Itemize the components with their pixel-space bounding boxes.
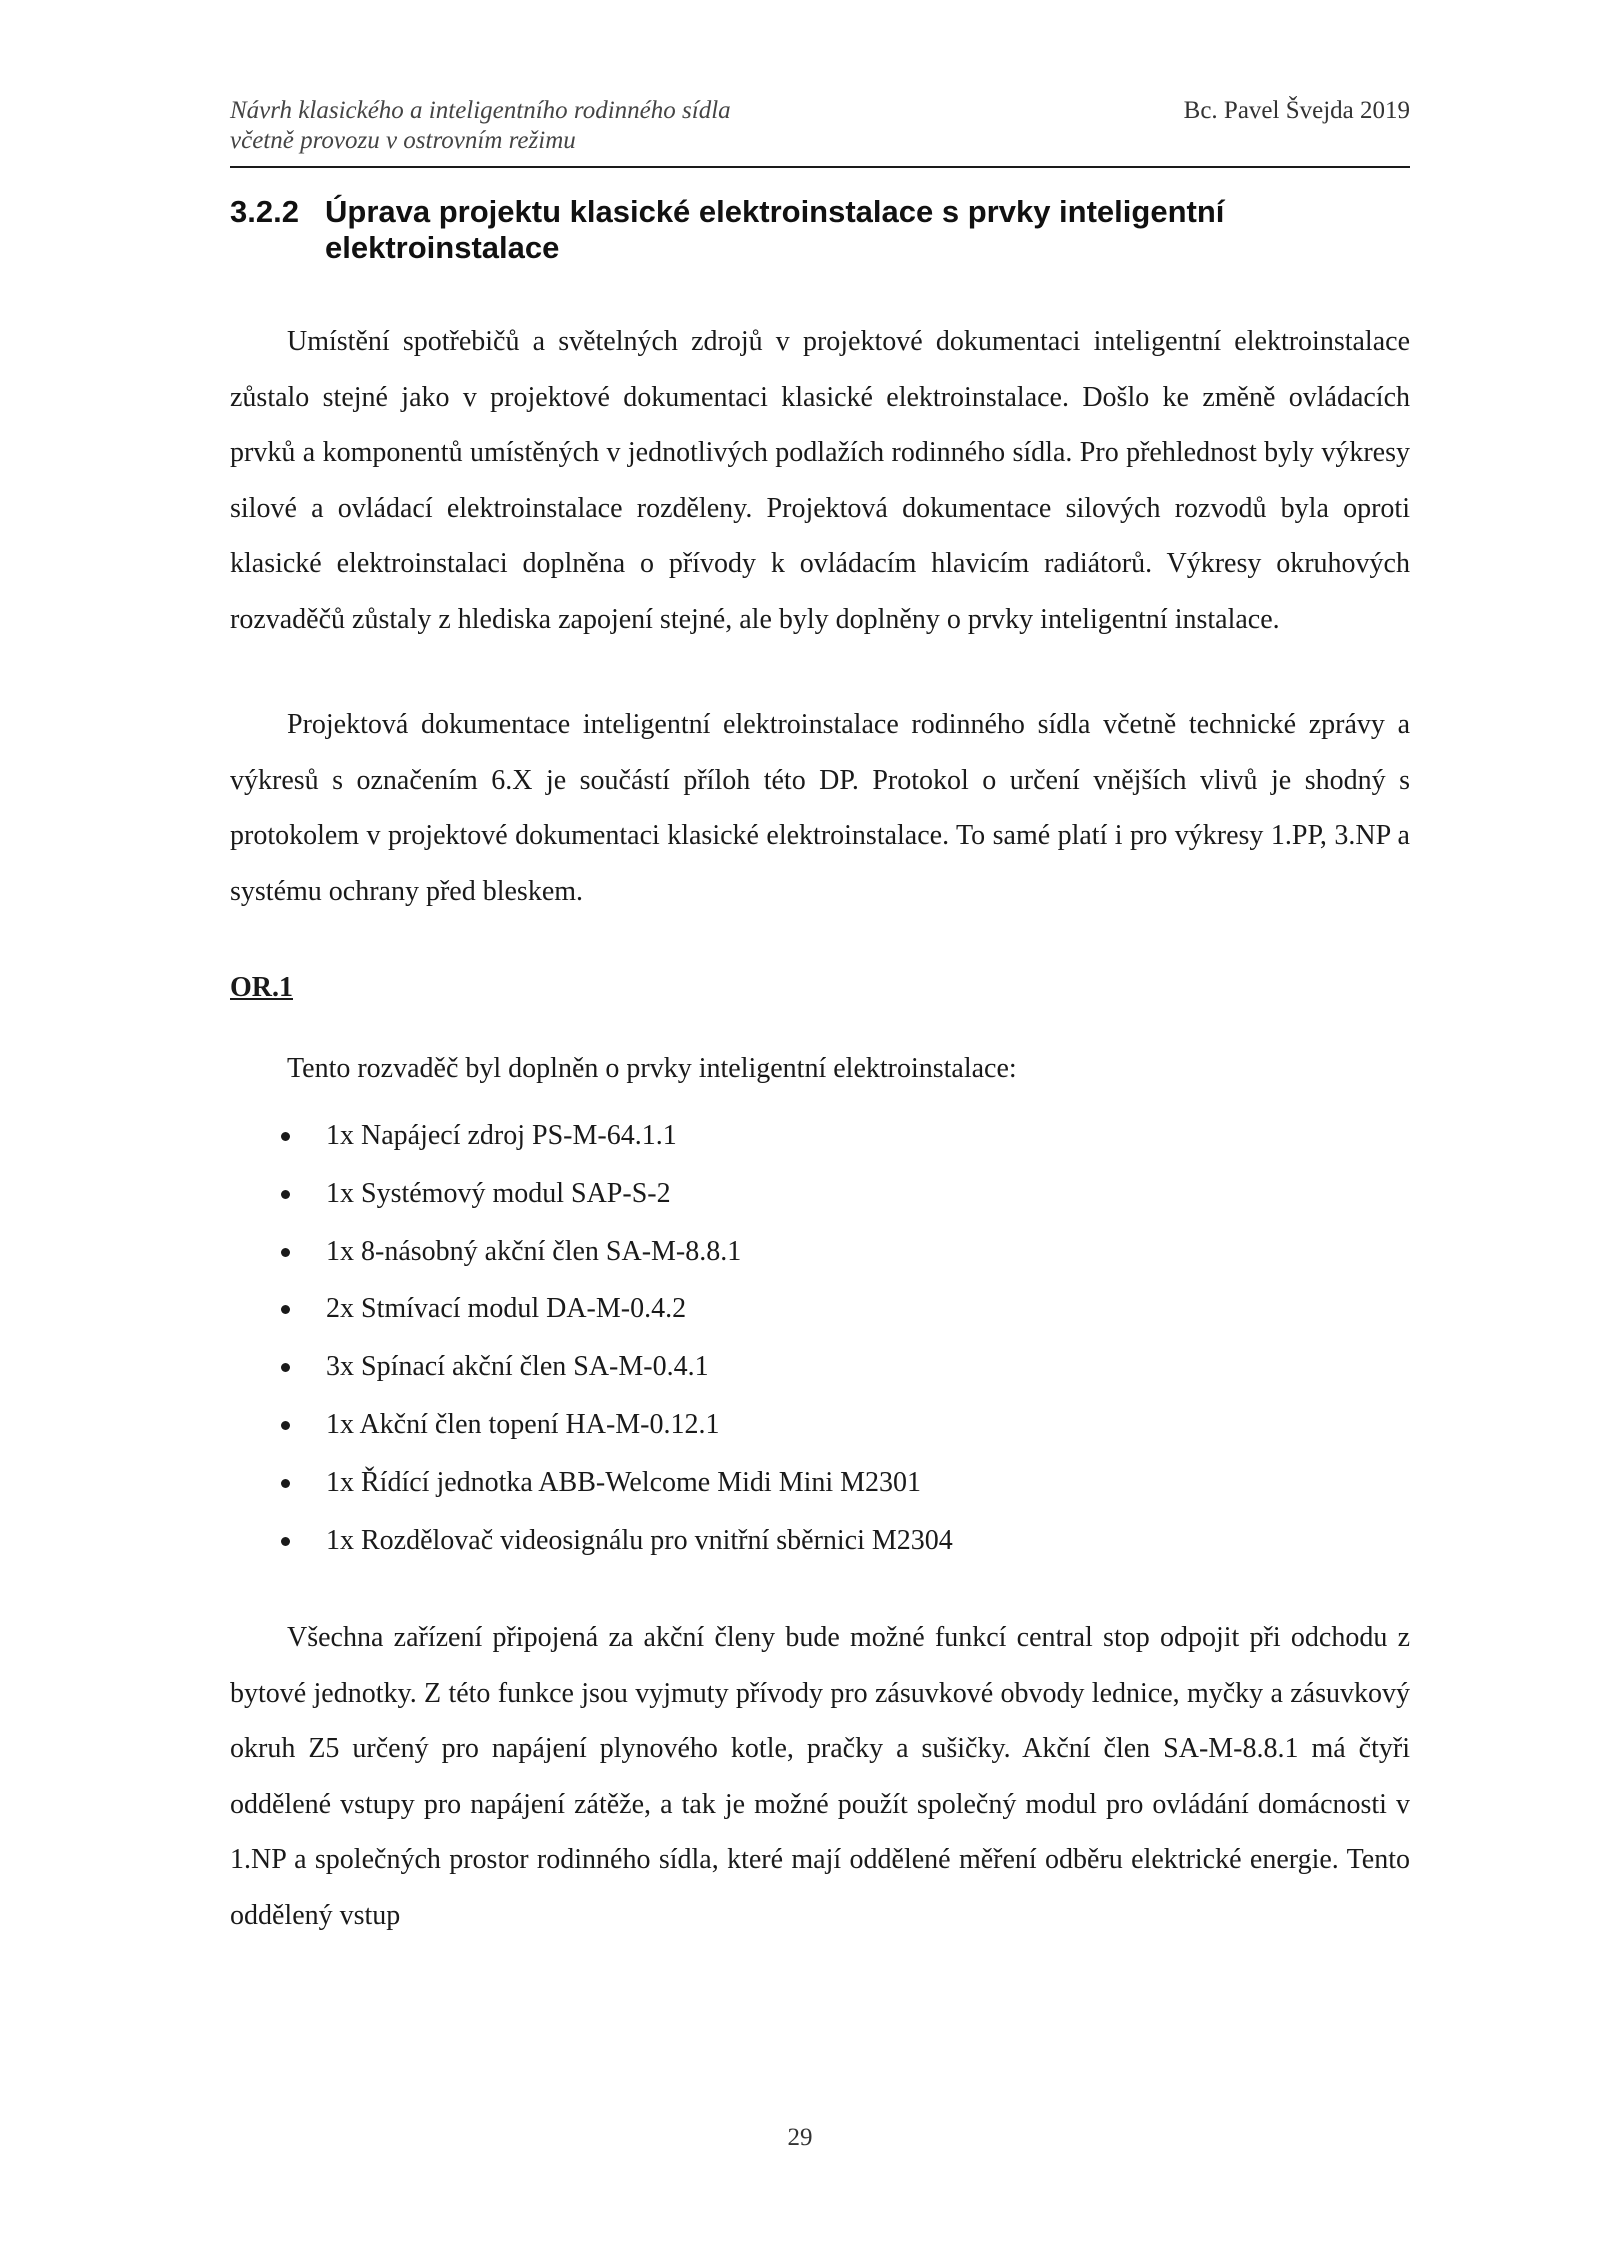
- paragraph-documentation: Projektová dokumentace inteligentní elektroinstalace rodinného sídla včetně technické zprávy a výkresů s označením 6.X je součástí příloh této DP. Protokol o určení vnějších vlivů je shodný s protokolem v projektové dokumentaci klasické elektroinstalace. To samé platí i pro výkresy 1.PP, 3.NP a systému ochrany před bleskem.: [230, 709, 1410, 907]
- header-title-line1: Návrh klasického a inteligentního rodinného sídla: [230, 97, 731, 124]
- bullet-icon: [281, 1537, 290, 1546]
- header-title-line2: včetně provozu v ostrovním režimu: [230, 127, 576, 154]
- list-item: [230, 1223, 1410, 1281]
- list-item: [230, 1454, 1410, 1512]
- list-intro: Tento rozvaděč byl doplněn o prvky inteligentní elektroinstalace:: [287, 1053, 1017, 1084]
- page-header: [230, 96, 1410, 168]
- paragraph-central-stop: Všechna zařízení připojená za akční členy bude možné funkcí central stop odpojit při odchodu z bytové jednotky. Z této funkce jsou vyjmuty přívody pro zásuvkové obvody lednice, myčky a zásuvkový okruh Z5 určený pro napájení plynového kotle, pračky a sušičky. Akční člen SA-M-8.8.1 má čtyři oddělené vstupy pro napájení zátěže, a tak je možné použít společný modul pro ovládání domácnosti v 1.NP a společných prostor rodinného sídla, které mají oddělené měření odběru elektrické energie. Tento oddělený vstup: [230, 1622, 1410, 1931]
- paragraph-placement: Umístění spotřebičů a světelných zdrojů v projektové dokumentaci inteligentní elektroinstalace zůstalo stejné jako v projektové dokumentaci klasické elektroinstalace. Došlo ke změně ovládacích prvků a komponentů umístěných v jednotlivých podlažích rodinného sídla. Pro přehlednost byly výkresy silové a ovládací elektroinstalace rozděleny. Projektová dokumentace silových rozvodů byla oproti klasické elektroinstalaci doplněna o přívody k ovládacím hlavicím radiátorů. Výkresy okruhových rozvaděčů zůstaly z hlediska zapojení stejné, ale byly doplněny o prvky inteligentní instalace.: [230, 326, 1410, 635]
- document-page: [230, 96, 1410, 1943]
- list-item: [230, 1280, 1410, 1338]
- list-item: [230, 1512, 1410, 1570]
- list-item: [230, 1396, 1410, 1454]
- page-number: 29: [787, 2124, 813, 2151]
- list-item: [230, 1165, 1410, 1223]
- bullet-icon: [281, 1248, 290, 1257]
- section-heading-text: Úprava projektu klasické elektroinstalace s prvky inteligentní elektroinstalace: [325, 194, 1225, 265]
- bullet-icon: [281, 1305, 290, 1314]
- bullet-icon: [281, 1132, 290, 1141]
- section-heading-number: 3.2.2: [230, 194, 299, 229]
- bullet-icon: [281, 1421, 290, 1430]
- component-list: [230, 1107, 1410, 1569]
- list-item-text: 1x Řídící jednotka ABB-Welcome Midi Mini M2301: [326, 1466, 922, 1498]
- section-heading: [230, 194, 1410, 266]
- list-item-text: 3x Spínací akční člen SA-M-0.4.1: [326, 1351, 709, 1383]
- header-title: [230, 96, 731, 156]
- list-item: [230, 1338, 1410, 1396]
- header-author: Bc. Pavel Švejda 2019: [1183, 97, 1410, 124]
- list-item-text: 1x Systémový modul SAP-S-2: [326, 1177, 671, 1209]
- list-item-text: 1x 8-násobný akční člen SA-M-8.8.1: [326, 1235, 742, 1267]
- bullet-icon: [281, 1190, 290, 1199]
- list-item-text: 1x Napájecí zdroj PS-M-64.1.1: [326, 1120, 677, 1151]
- list-item: [230, 1107, 1410, 1165]
- bullet-icon: [281, 1479, 290, 1488]
- list-item-text: 1x Rozdělovač videosignálu pro vnitřní sběrnici M2304: [326, 1524, 953, 1556]
- bullet-icon: [281, 1363, 290, 1372]
- list-item-text: 1x Akční člen topení HA-M-0.12.1: [326, 1408, 720, 1440]
- list-item-text: 2x Stmívací modul DA-M-0.4.2: [326, 1293, 687, 1325]
- subsection-title: OR.1: [230, 972, 293, 1003]
